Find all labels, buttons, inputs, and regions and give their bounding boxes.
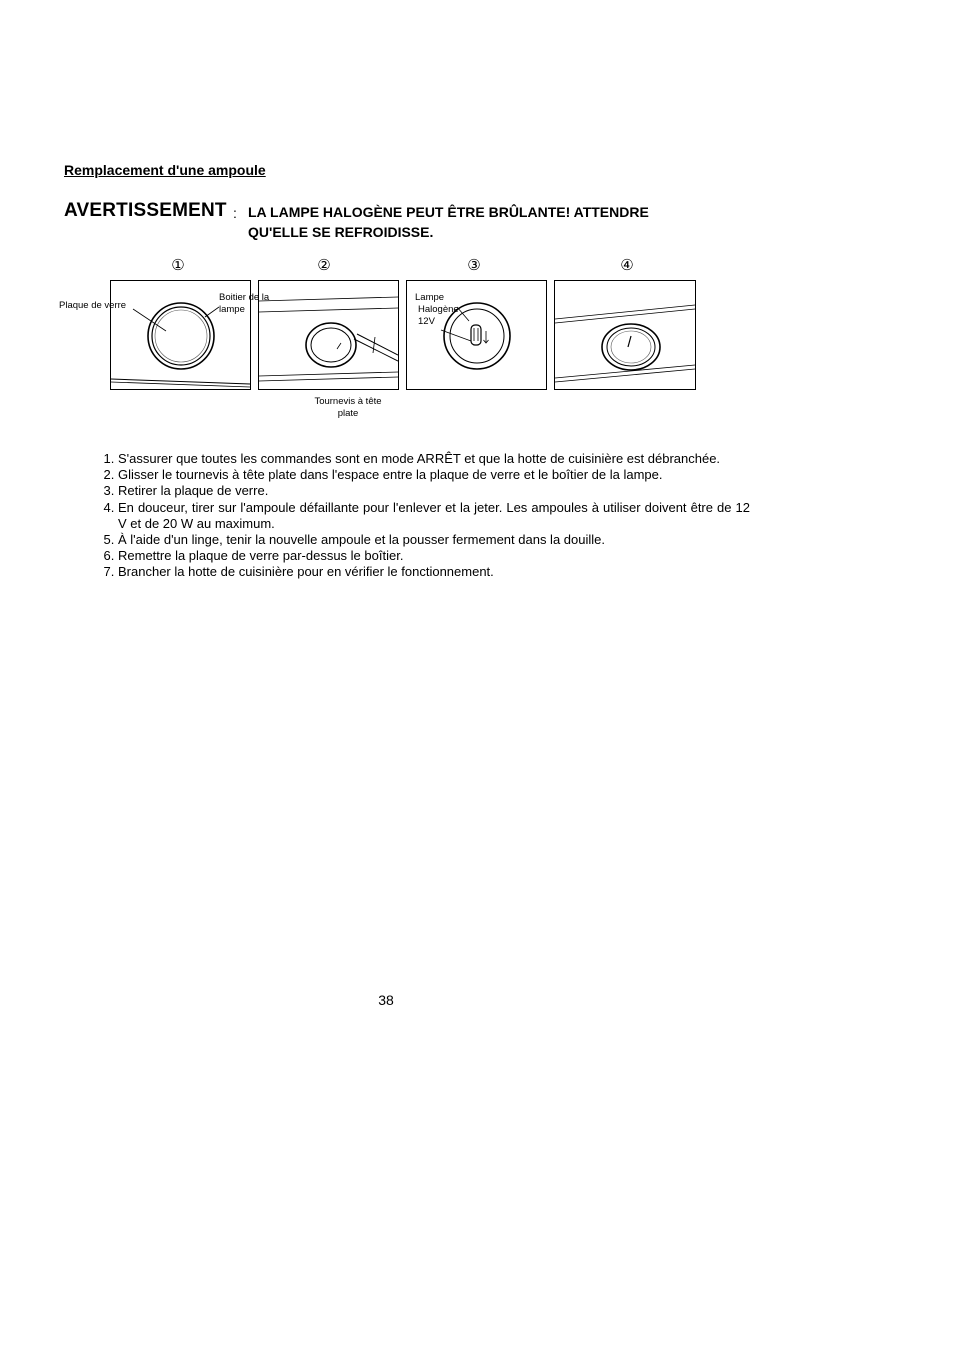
- callout-screwdriver-line-1: Tournevis à tête: [314, 396, 382, 407]
- warning-text: [248, 202, 718, 242]
- instruction-step: 7. Brancher la hotte de cuisinière pour en vérifier le fonctionnement.: [118, 564, 750, 580]
- illustration-panel-2: [258, 280, 399, 390]
- instruction-step: 6. Remettre la plaque de verre par-dessus le boîtier.: [118, 548, 750, 564]
- callout-lamp-housing-line-2: lampe: [219, 304, 245, 315]
- callout-screwdriver: [298, 396, 398, 420]
- step-number-1: ①: [171, 257, 185, 274]
- instruction-steps-list: [78, 451, 750, 581]
- step-number-2: ②: [317, 257, 331, 274]
- instruction-step: 2. Glisser le tournevis à tête plate dans l'espace entre la plaque de verre et le boîtier de la lampe.: [118, 467, 750, 483]
- callout-lamp-housing: [219, 292, 269, 316]
- callout-screwdriver-line-2: plate: [337, 408, 359, 419]
- callout-glass-plate: Plaque de verre: [59, 300, 127, 311]
- step-number-4: ④: [620, 257, 634, 274]
- instruction-step: 4. En douceur, tirer sur l'ampoule défaillante pour l'enlever et la jeter. Les ampoules à utiliser doivent être de 12 V et de 20 W au maximum.: [118, 500, 750, 532]
- instruction-step: 5. À l'aide d'un linge, tenir la nouvelle ampoule et la pousser fermement dans la douille.: [118, 532, 750, 548]
- section-title: Remplacement d'une ampoule: [64, 162, 266, 178]
- illustration-panel-4: [554, 280, 696, 390]
- page-number: 38: [378, 992, 394, 1008]
- warning-text-line-1: LA LAMPE HALOGÈNE PEUT ÊTRE BRÛLANTE! ATTENDRE: [248, 204, 649, 220]
- callout-halogen-lamp: [415, 292, 459, 328]
- step-number-3: ③: [467, 257, 481, 274]
- warning-colon: :: [233, 205, 237, 221]
- warning-label: AVERTISSEMENT: [64, 200, 227, 221]
- callout-halogen-line-1: Lampe: [415, 292, 445, 303]
- instruction-step: 3. Retirer la plaque de verre.: [118, 483, 750, 499]
- warning-text-line-2: QU'ELLE SE REFROIDISSE.: [248, 224, 434, 240]
- glass-plate-refit-illustration: [555, 281, 695, 389]
- callout-lamp-housing-line-1: Boitier de la: [219, 292, 270, 303]
- callout-halogen-line-3: 12V: [418, 316, 435, 327]
- callout-halogen-line-2: Halogène: [418, 304, 459, 315]
- screwdriver-insert-illustration: [259, 281, 398, 389]
- instruction-step: 1. S'assurer que toutes les commandes sont en mode ARRÊT et que la hotte de cuisinière est débranchée.: [118, 451, 750, 467]
